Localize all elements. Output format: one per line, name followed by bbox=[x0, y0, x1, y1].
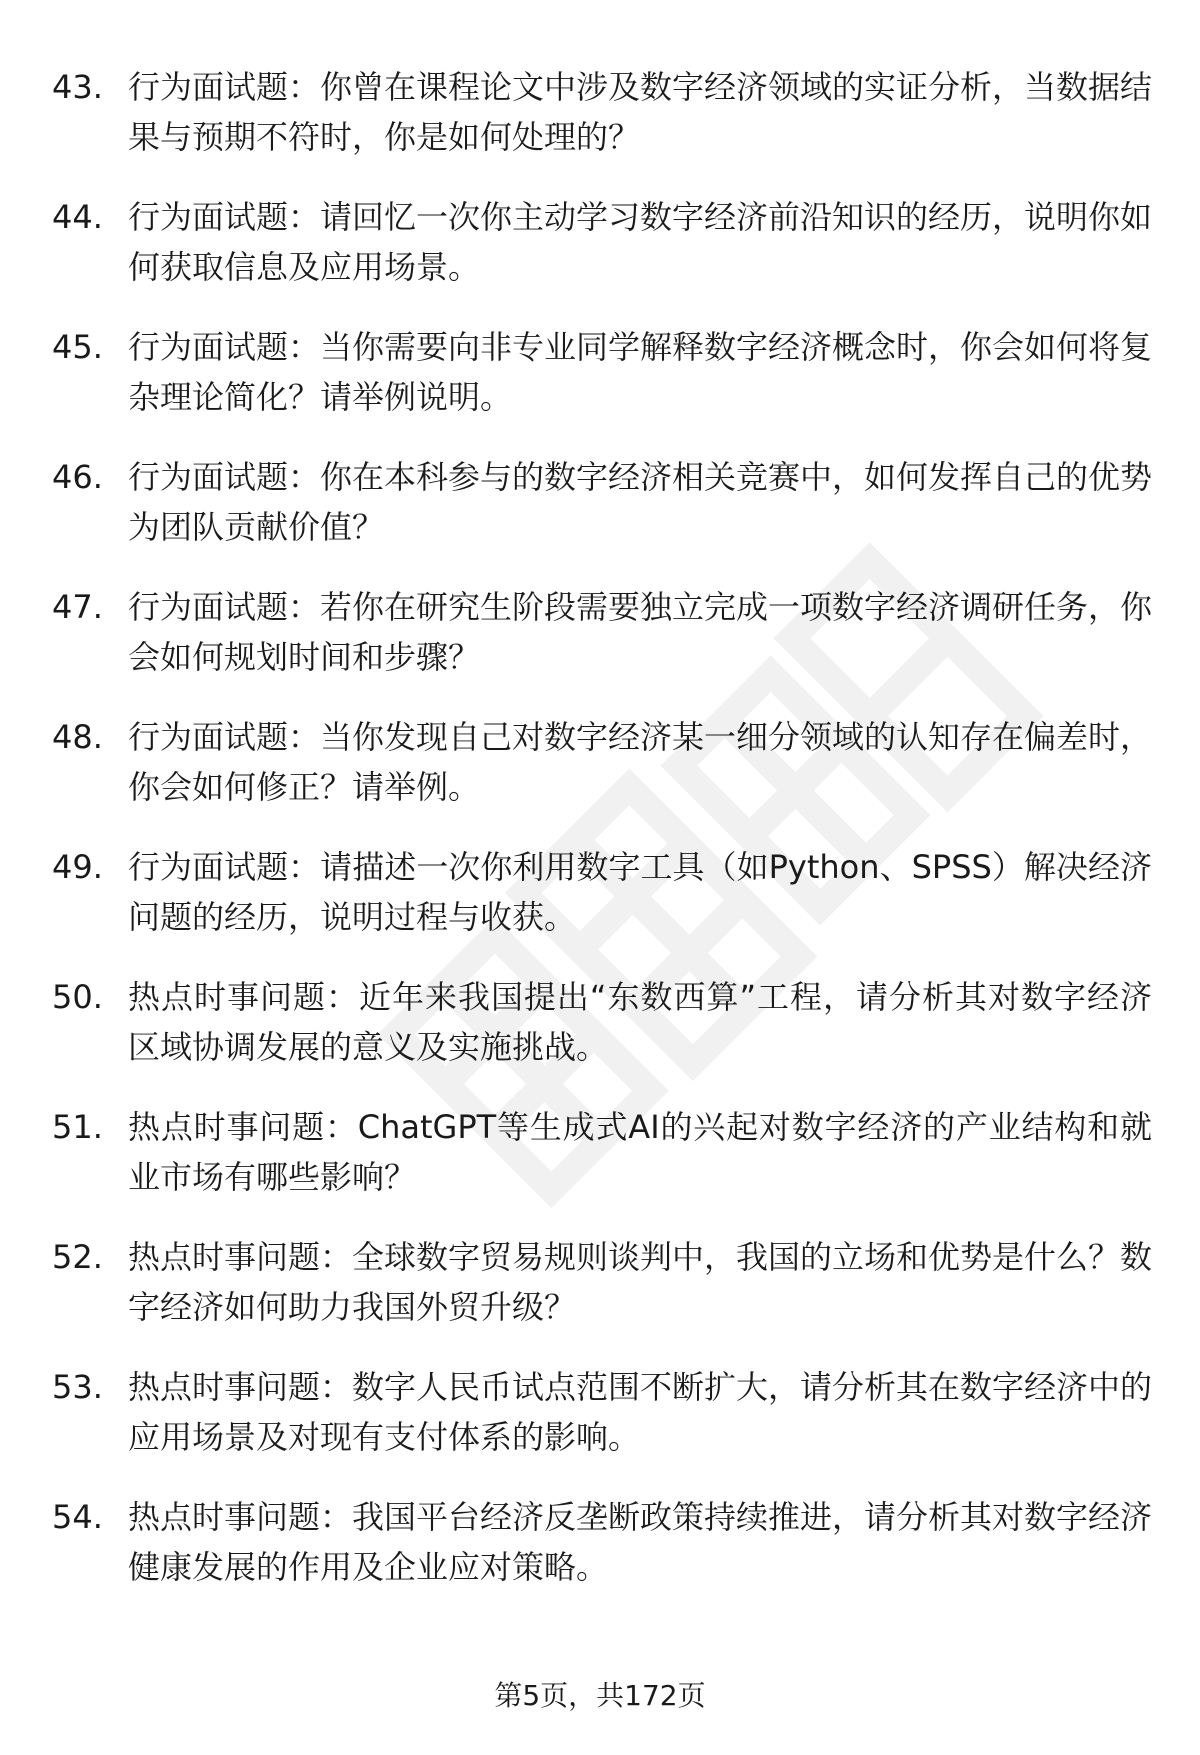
list-item bbox=[52, 322, 1152, 422]
question-number: 53. bbox=[52, 1368, 103, 1406]
question-text: 热点时事问题：ChatGPT等生成式AI的兴起对数字经济的产业结构和就业市场有哪些影响？ bbox=[128, 1108, 1152, 1196]
list-item bbox=[52, 1362, 1152, 1462]
question-number: 47. bbox=[52, 588, 103, 626]
question-text: 行为面试题：请描述一次你利用数字工具（如Python、SPSS）解决经济问题的经历，说明过程与收获。 bbox=[128, 848, 1152, 936]
list-item bbox=[52, 1232, 1152, 1332]
question-text: 热点时事问题：全球数字贸易规则谈判中，我国的立场和优势是什么？数字经济如何助力我国外贸升级？ bbox=[128, 1238, 1153, 1326]
list-item bbox=[52, 1492, 1152, 1592]
question-text: 热点时事问题：我国平台经济反垄断政策持续推进，请分析其对数字经济健康发展的作用及企业应对策略。 bbox=[128, 1498, 1153, 1586]
question-text: 行为面试题：请回忆一次你主动学习数字经济前沿知识的经历，说明你如何获取信息及应用场景。 bbox=[128, 198, 1153, 286]
list-item bbox=[52, 712, 1152, 812]
page-footer bbox=[0, 1676, 1200, 1716]
question-text: 行为面试题：你曾在课程论文中涉及数字经济领域的实证分析，当数据结果与预期不符时，你是如何处理的？ bbox=[128, 68, 1153, 156]
list-item bbox=[52, 452, 1152, 552]
question-number: 51. bbox=[52, 1108, 103, 1146]
list-item bbox=[52, 1102, 1152, 1202]
question-number: 46. bbox=[52, 458, 103, 496]
question-number: 50. bbox=[52, 978, 103, 1016]
list-item bbox=[52, 62, 1152, 162]
question-list bbox=[52, 62, 1152, 1622]
question-text: 行为面试题：若你在研究生阶段需要独立完成一项数字经济调研任务，你会如何规划时间和步骤？ bbox=[128, 588, 1153, 676]
question-number: 44. bbox=[52, 198, 103, 236]
question-text: 行为面试题：你在本科参与的数字经济相关竞赛中，如何发挥自己的优势为团队贡献价值？ bbox=[128, 458, 1153, 546]
question-text: 热点时事问题：近年来我国提出“东数西算”工程，请分析其对数字经济区域协调发展的意义及实施挑战。 bbox=[128, 978, 1152, 1066]
question-text: 行为面试题：当你需要向非专业同学解释数字经济概念时，你会如何将复杂理论简化？请举例说明。 bbox=[128, 328, 1153, 416]
question-number: 45. bbox=[52, 328, 103, 366]
question-number: 43. bbox=[52, 68, 103, 106]
question-number: 49. bbox=[52, 848, 103, 886]
question-text: 行为面试题：当你发现自己对数字经济某一细分领域的认知存在偏差时，你会如何修正？请举例。 bbox=[128, 718, 1153, 806]
question-number: 54. bbox=[52, 1498, 103, 1536]
list-item bbox=[52, 582, 1152, 682]
list-item bbox=[52, 842, 1152, 942]
list-item bbox=[52, 192, 1152, 292]
list-item bbox=[52, 972, 1152, 1072]
question-number: 52. bbox=[52, 1238, 103, 1276]
page-number-label: 第5页，共172页 bbox=[494, 1679, 706, 1712]
question-number: 48. bbox=[52, 718, 103, 756]
question-text: 热点时事问题：数字人民币试点范围不断扩大，请分析其在数字经济中的应用场景及对现有支付体系的影响。 bbox=[128, 1368, 1153, 1456]
